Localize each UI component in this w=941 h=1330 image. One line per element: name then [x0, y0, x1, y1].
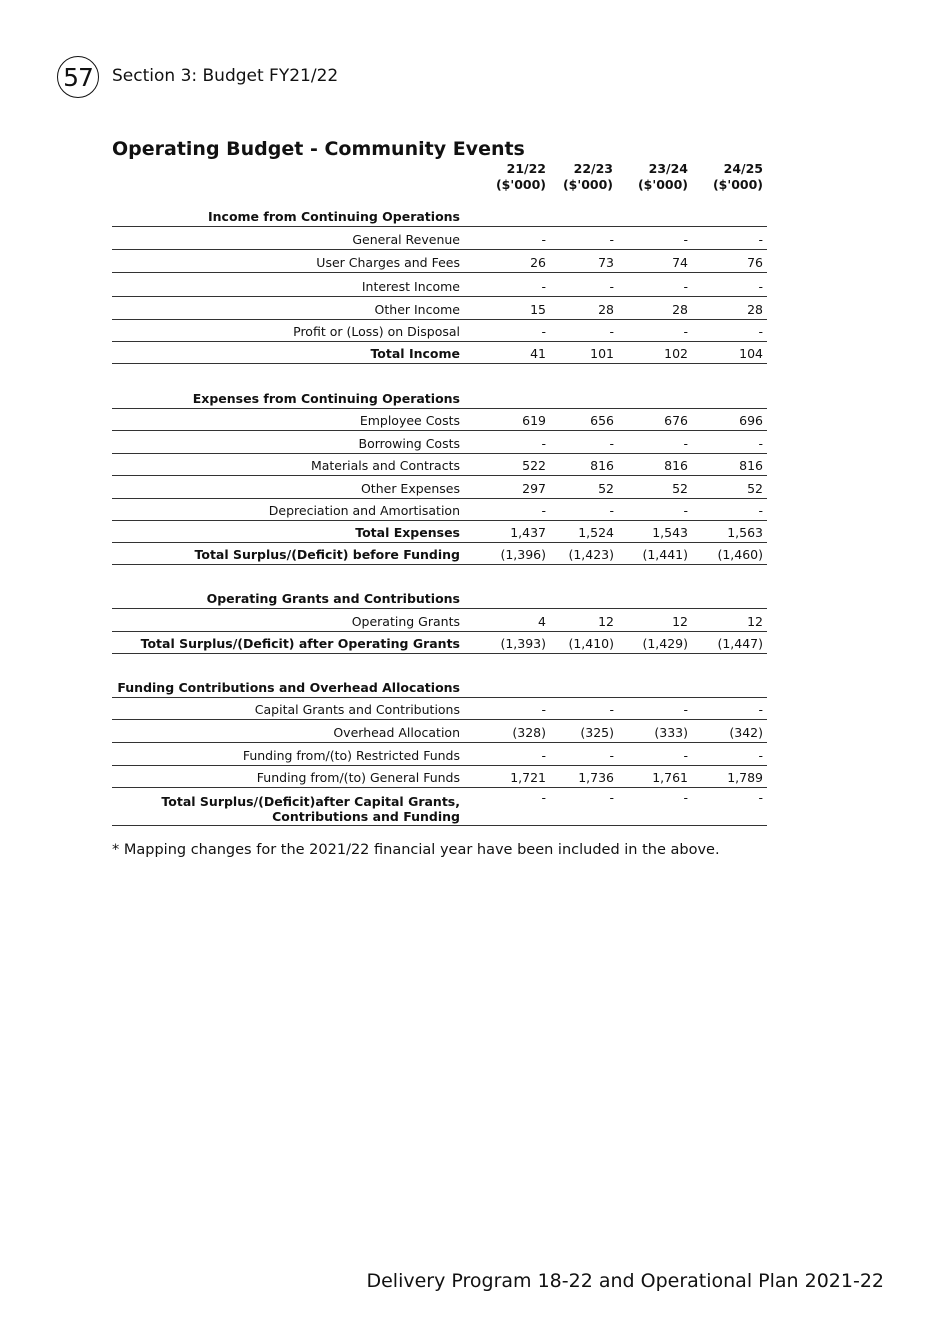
cell-2223: -: [609, 232, 614, 247]
cell-2223: 52: [598, 481, 614, 496]
row-label: [161, 794, 460, 824]
cell-2324: 102: [664, 346, 688, 361]
cell-2122: (1,393): [500, 636, 546, 651]
cell-2223: -: [609, 790, 614, 805]
cell-2122: -: [541, 748, 546, 763]
cell-2122: 15: [530, 302, 546, 317]
cell-2425: 1,789: [727, 770, 763, 785]
cell-2223: 12: [598, 614, 614, 629]
cell-2122: 297: [522, 481, 546, 496]
cell-2324: 52: [672, 481, 688, 496]
row-label: User Charges and Fees: [316, 255, 460, 270]
table-row: [112, 743, 767, 766]
table-row: [112, 765, 767, 788]
cell-2122: 522: [522, 458, 546, 473]
column-year: 24/25: [723, 161, 763, 176]
cell-2425: 816: [739, 458, 763, 473]
footnote: * Mapping changes for the 2021/22 financial year have been included in the above.: [112, 842, 720, 858]
row-label: Other Income: [374, 302, 460, 317]
cell-2223: 656: [590, 413, 614, 428]
cell-2122: -: [541, 702, 546, 717]
cell-2223: (1,423): [568, 547, 614, 562]
cell-2324: -: [683, 702, 688, 717]
cell-2324: -: [683, 790, 688, 805]
total-row-surplus-after-operating-grants: [112, 631, 767, 654]
cell-2324: (333): [654, 725, 688, 740]
row-label: Capital Grants and Contributions: [254, 702, 460, 717]
cell-2223: -: [609, 748, 614, 763]
cell-2324: 676: [664, 413, 688, 428]
column-unit: ($'000): [495, 177, 546, 192]
cell-2122: -: [541, 279, 546, 294]
cell-2122: 619: [522, 413, 546, 428]
cell-2324: -: [683, 232, 688, 247]
row-label: Expenses from Continuing Operations: [192, 391, 460, 406]
row-label: Operating Grants: [351, 614, 460, 629]
table-row: [112, 408, 767, 431]
cell-2223: -: [609, 324, 614, 339]
cell-2425: -: [758, 279, 763, 294]
cell-2425: -: [758, 324, 763, 339]
total-row-surplus-before-funding: [112, 542, 767, 565]
row-label: Funding from/(to) General Funds: [256, 770, 460, 785]
cell-2425: -: [758, 702, 763, 717]
row-label: Total Income: [370, 346, 460, 361]
table-row: [112, 498, 767, 521]
cell-2223: 101: [590, 346, 614, 361]
column-unit: ($'000): [712, 177, 763, 192]
cell-2324: (1,429): [642, 636, 688, 651]
cell-2223: -: [609, 503, 614, 518]
section-heading-income: [112, 204, 767, 227]
row-label-line-2: Contributions and Funding: [272, 809, 460, 824]
cell-2324: 12: [672, 614, 688, 629]
table-row: [112, 297, 767, 320]
cell-2223: -: [609, 436, 614, 451]
cell-2425: (342): [729, 725, 763, 740]
cell-2425: -: [758, 436, 763, 451]
cell-2122: 1,721: [510, 770, 546, 785]
cell-2223: (325): [580, 725, 614, 740]
cell-2122: -: [541, 232, 546, 247]
cell-2223: 28: [598, 302, 614, 317]
cell-2122: 26: [530, 255, 546, 270]
section-heading-funding: [112, 675, 767, 698]
table-row: [112, 319, 767, 342]
total-row-expenses: [112, 520, 767, 543]
cell-2324: 28: [672, 302, 688, 317]
cell-2122: -: [541, 790, 546, 805]
row-label: Income from Continuing Operations: [207, 209, 460, 224]
column-year: 22/23: [573, 161, 613, 176]
cell-2122: -: [541, 436, 546, 451]
column-year: 23/24: [648, 161, 688, 176]
cell-2425: -: [758, 790, 763, 805]
table-row: [112, 453, 767, 476]
cell-2122: 1,437: [510, 525, 546, 540]
cell-2425: 104: [739, 346, 763, 361]
cell-2425: 28: [747, 302, 763, 317]
section-title: Section 3: Budget FY21/22: [112, 66, 339, 86]
column-unit: ($'000): [562, 177, 613, 192]
cell-2223: 1,524: [578, 525, 614, 540]
cell-2324: -: [683, 436, 688, 451]
row-label: Funding Contributions and Overhead Allocations: [117, 680, 460, 695]
cell-2324: 74: [672, 255, 688, 270]
total-row-income: [112, 341, 767, 364]
table-row: [112, 274, 767, 297]
cell-2324: 1,761: [652, 770, 688, 785]
cell-2425: 12: [747, 614, 763, 629]
cell-2223: 816: [590, 458, 614, 473]
cell-2223: -: [609, 702, 614, 717]
cell-2122: -: [541, 503, 546, 518]
row-label: Borrowing Costs: [358, 436, 460, 451]
cell-2425: -: [758, 232, 763, 247]
row-label: Operating Grants and Contributions: [206, 591, 460, 606]
cell-2223: -: [609, 279, 614, 294]
column-header-2324: [638, 161, 688, 193]
row-label: Overhead Allocation: [333, 725, 460, 740]
table-row: [112, 476, 767, 499]
row-label: Employee Costs: [359, 413, 460, 428]
cell-2324: 816: [664, 458, 688, 473]
table-title: Operating Budget - Community Events: [112, 138, 525, 160]
row-label: Funding from/(to) Restricted Funds: [242, 748, 460, 763]
cell-2223: (1,410): [568, 636, 614, 651]
cell-2425: (1,460): [717, 547, 763, 562]
row-label-line-1: Total Surplus/(Deficit)after Capital Grants,: [161, 794, 460, 809]
cell-2324: 1,543: [652, 525, 688, 540]
section-heading-operating-grants: [112, 586, 767, 609]
cell-2425: 696: [739, 413, 763, 428]
cell-2324: (1,441): [642, 547, 688, 562]
row-label: Materials and Contracts: [310, 458, 460, 473]
page-number-badge: 57: [57, 56, 99, 98]
row-label: General Revenue: [352, 232, 460, 247]
cell-2425: -: [758, 748, 763, 763]
table-row: [112, 697, 767, 720]
row-label: Total Expenses: [355, 525, 460, 540]
total-row-surplus-after-capital: [112, 787, 767, 826]
cell-2324: -: [683, 324, 688, 339]
cell-2324: -: [683, 748, 688, 763]
row-label: Profit or (Loss) on Disposal: [293, 324, 460, 339]
cell-2324: -: [683, 279, 688, 294]
column-year: 21/22: [506, 161, 546, 176]
table-row: [112, 250, 767, 273]
cell-2122: (328): [512, 725, 546, 740]
table-row: [112, 609, 767, 632]
cell-2425: 1,563: [727, 525, 763, 540]
cell-2425: -: [758, 503, 763, 518]
table-row: [112, 227, 767, 250]
page-footer: Delivery Program 18-22 and Operational Plan 2021-22: [366, 1270, 884, 1292]
column-unit: ($'000): [637, 177, 688, 192]
cell-2122: -: [541, 324, 546, 339]
column-header-2425: [713, 161, 763, 193]
cell-2425: 76: [747, 255, 763, 270]
row-label: Other Expenses: [360, 481, 460, 496]
column-header-2122: [496, 161, 546, 193]
table-row: [112, 431, 767, 454]
section-heading-expenses: [112, 386, 767, 409]
cell-2425: 52: [747, 481, 763, 496]
cell-2122: 4: [538, 614, 546, 629]
cell-2324: -: [683, 503, 688, 518]
row-label: Total Surplus/(Deficit) before Funding: [194, 547, 460, 562]
cell-2122: (1,396): [500, 547, 546, 562]
cell-2425: (1,447): [717, 636, 763, 651]
row-label: Total Surplus/(Deficit) after Operating Grants: [140, 636, 460, 651]
row-label: Interest Income: [361, 279, 460, 294]
cell-2223: 1,736: [578, 770, 614, 785]
cell-2122: 41: [530, 346, 546, 361]
row-label: Depreciation and Amortisation: [268, 503, 460, 518]
column-header-2223: [563, 161, 613, 193]
table-row: [112, 720, 767, 743]
cell-2223: 73: [598, 255, 614, 270]
